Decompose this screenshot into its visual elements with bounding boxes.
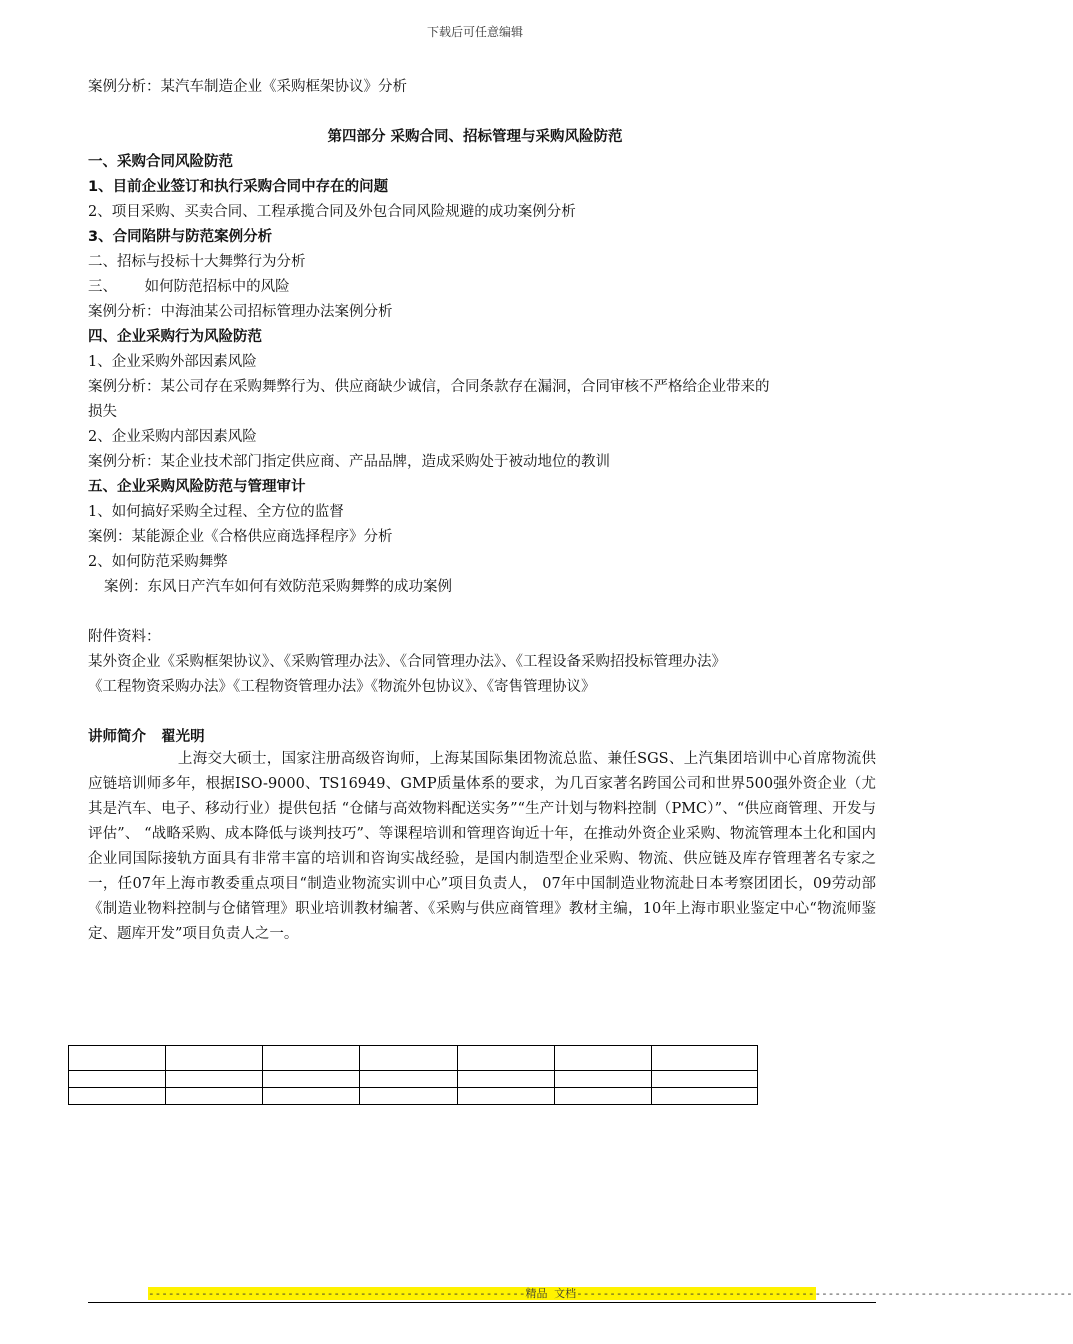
- table-cell: [360, 1071, 457, 1088]
- table-cell: [166, 1071, 263, 1088]
- table-row: [69, 1088, 758, 1105]
- table-cell: [457, 1046, 554, 1071]
- table-cell: [652, 1046, 758, 1071]
- table-cell: [69, 1046, 166, 1071]
- item-3: 三、 如何防范招标中的风险: [88, 279, 290, 295]
- instructor-bio: 上海交大硕士，国家注册高级咨询师，上海某国际集团物流总监、兼任SGS、上汽集团培训中心首席物流供应链培训师多年，根据ISO-9000、TS16949、GMP质量体系的要求，为几百家著名跨国公司和世界500强外资企业（尤其是汽车、电子、移动行业）提供包括 “仓储与高效物料配送实务”“生产计划与物料控制（PMC）”、“供应商管理、开发与评估”、 “战略采购、成本降低与谈判技巧”、等课程培训和管理咨询近十年，在推动外资企业采购、物流管理本土化和国内企业同国际接轨方面具有非常丰富的培训和咨询实战经验，是国内制造型企业采购、物流、供应链及库存管理著名专家之一，任07年上海市教委重点项目“制造业物流实训中心”项目负责人， 07年中国制造业物流赴日本考察团团长，09劳动部《制造业物料控制与仓储管理》职业培训教材编著、《采购与供应商管理》教材主编，10年上海市职业鉴定中心“物流师鉴定、题库开发”项目负责人之一。: [88, 751, 876, 942]
- item-2: 二、招标与投标十大舞弊行为分析: [88, 254, 306, 270]
- page-header: 下载后可任意编辑: [426, 25, 523, 39]
- table-cell: [554, 1046, 651, 1071]
- table-cell: [166, 1088, 263, 1105]
- footer-banner: ---------------------------------------------------------精品 文档---------------------------------------------------------------------------: [148, 1287, 1073, 1300]
- attachments-list-cont: 《工程物资采购办法》《工程物资管理办法》《物流外包协议》、《寄售管理协议》: [88, 679, 596, 695]
- table-cell: [652, 1071, 758, 1088]
- heading-1-3: 3、合同陷阱与防范案例分析: [88, 229, 273, 245]
- table-cell: [263, 1071, 360, 1088]
- case-line: 案例：某能源企业《合格供应商选择程序》分析: [88, 529, 393, 545]
- case-analysis-line: 案例分析：中海油某公司招标管理办法案例分析: [88, 304, 393, 320]
- table-cell: [263, 1046, 360, 1071]
- table-cell: [69, 1071, 166, 1088]
- table-cell: [652, 1088, 758, 1105]
- heading-1: 一、采购合同风险防范: [88, 154, 233, 170]
- table-row: [69, 1071, 758, 1088]
- case-analysis-line: 案例分析：某公司存在采购舞弊行为、供应商缺少诚信，合同条款存在漏洞，合同审核不严格给企业带来的: [88, 379, 770, 395]
- table-cell: [69, 1088, 166, 1105]
- case-line: 案例：东风日产汽车如何有效防范采购舞弊的成功案例: [104, 579, 452, 595]
- heading-1-1: 1、目前企业签订和执行采购合同中存在的问题: [88, 179, 389, 195]
- case-analysis-line: 案例分析：某汽车制造企业《采购框架协议》分析: [88, 79, 407, 95]
- table-cell: [263, 1088, 360, 1105]
- footer-rule: [88, 1302, 876, 1303]
- item-4-1: 1、企业采购外部因素风险: [88, 354, 257, 370]
- item-5-2: 2、如何防范采购舞弊: [88, 554, 228, 570]
- table-cell: [360, 1046, 457, 1071]
- table-cell: [554, 1088, 651, 1105]
- table-cell: [457, 1071, 554, 1088]
- heading-5: 五、企业采购风险防范与管理审计: [88, 479, 306, 495]
- section-title: 第四部分 采购合同、招标管理与采购风险防范: [327, 129, 623, 145]
- table-cell: [166, 1046, 263, 1071]
- table-cell: [457, 1088, 554, 1105]
- item-4-2: 2、企业采购内部因素风险: [88, 429, 257, 445]
- instructor-heading: 讲师简介 翟光明: [88, 729, 205, 745]
- case-analysis-line-cont: 损失: [88, 404, 117, 420]
- case-analysis-line: 案例分析：某企业技术部门指定供应商、产品品牌，造成采购处于被动地位的教训: [88, 454, 610, 470]
- table-cell: [360, 1088, 457, 1105]
- item-1-2: 2、项目采购、买卖合同、工程承揽合同及外包合同风险规避的成功案例分析: [88, 204, 576, 220]
- attachments-list: 某外资企业《采购框架协议》、《采购管理办法》、《合同管理办法》、《工程设备采购招投标管理办法》: [88, 654, 726, 670]
- attachments-label: 附件资料：: [88, 629, 161, 645]
- blank-table: [68, 1045, 758, 1105]
- table-cell: [554, 1071, 651, 1088]
- item-5-1: 1、如何搞好采购全过程、全方位的监督: [88, 504, 344, 520]
- heading-4: 四、企业采购行为风险防范: [88, 329, 262, 345]
- table-row: [69, 1046, 758, 1071]
